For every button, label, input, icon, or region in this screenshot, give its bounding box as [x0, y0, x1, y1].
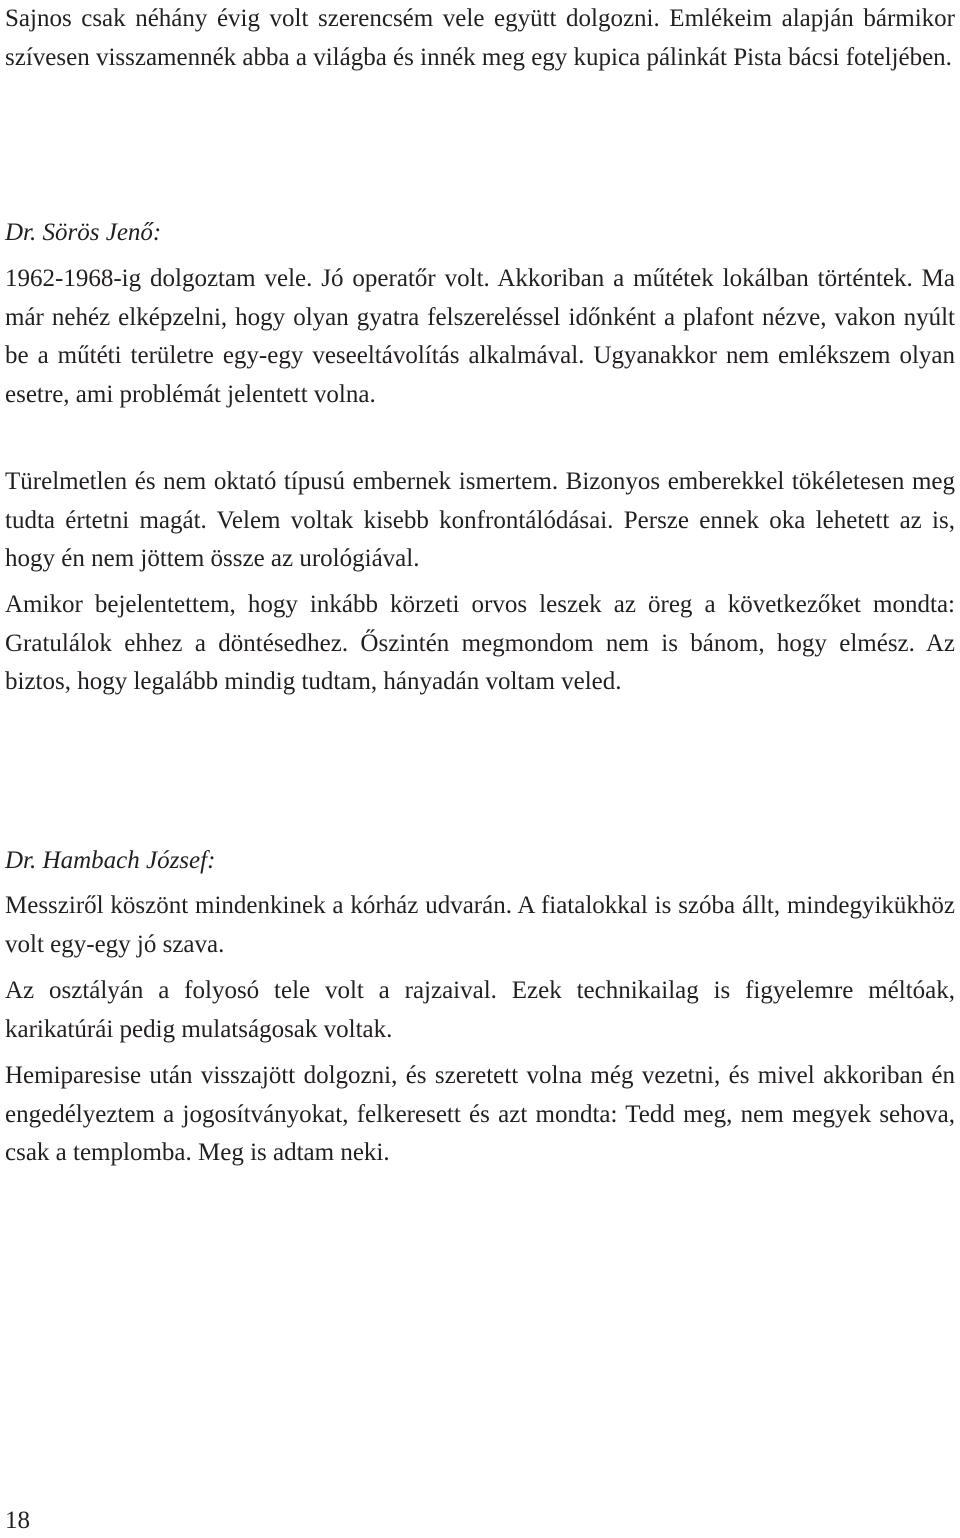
- heading-soros: Dr. Sörös Jenő:: [5, 219, 162, 246]
- paragraph-soros-1: 1962-1968-ig dolgoztam vele. Jó operatőr volt. Akkoriban a műtétek lokálban történtek. Ma már nehéz elképzelni, hogy olyan gyatra felszereléssel időnként a plafont nézve, vakon nyúlt be a műtéti területre egy-egy veseeltávolítás alkalmával. Ugyanakkor nem emlékszem olyan esetre, ami problémát jelentett volna.: [5, 265, 955, 408]
- paragraph-hambach-3: Hemiparesise után visszajött dolgozni, és szeretett volna még vezetni, és mivel akkoriban én engedélyeztem a jogosítványokat, felkeresett és azt mondta: Tedd meg, nem megyek sehova, csak a templomba. Meg is adtam neki.: [5, 1062, 955, 1166]
- page-number: 18: [5, 1507, 30, 1534]
- paragraph-soros-3: Amikor bejelentettem, hogy inkább körzeti orvos leszek az öreg a következőket mondta: Gratulálok ehhez a döntésedhez. Őszintén megmondom nem is bánom, hogy elmész. Az biztos, hogy legalább mindig tudtam, hányadán voltam veled.: [5, 591, 955, 695]
- paragraph-hambach-1: Messziről köszönt mindenkinek a kórház udvarán. A fiatalokkal is szóba állt, mindegyikükhöz volt egy-egy jó szava.: [5, 892, 955, 958]
- intro-paragraph: Sajnos csak néhány évig volt szerencsém vele együtt dolgozni. Emlékeim alapján bármikor szívesen visszamennék abba a világba és innék meg egy kupica pálinkát Pista bácsi foteljében.: [5, 5, 955, 71]
- paragraph-hambach-2: Az osztályán a folyosó tele volt a rajzaival. Ezek technikailag is figyelemre méltóak, karikatúrái pedig mulatságosak voltak.: [5, 977, 955, 1043]
- heading-hambach: Dr. Hambach József:: [5, 847, 216, 874]
- paragraph-soros-2: Türelmetlen és nem oktató típusú embernek ismertem. Bizonyos emberekkel tökéletesen meg tudta értetni magát. Velem voltak kisebb konfrontálódásai. Persze ennek oka lehetett az is, hogy én nem jöttem össze az urológiával.: [5, 468, 955, 572]
